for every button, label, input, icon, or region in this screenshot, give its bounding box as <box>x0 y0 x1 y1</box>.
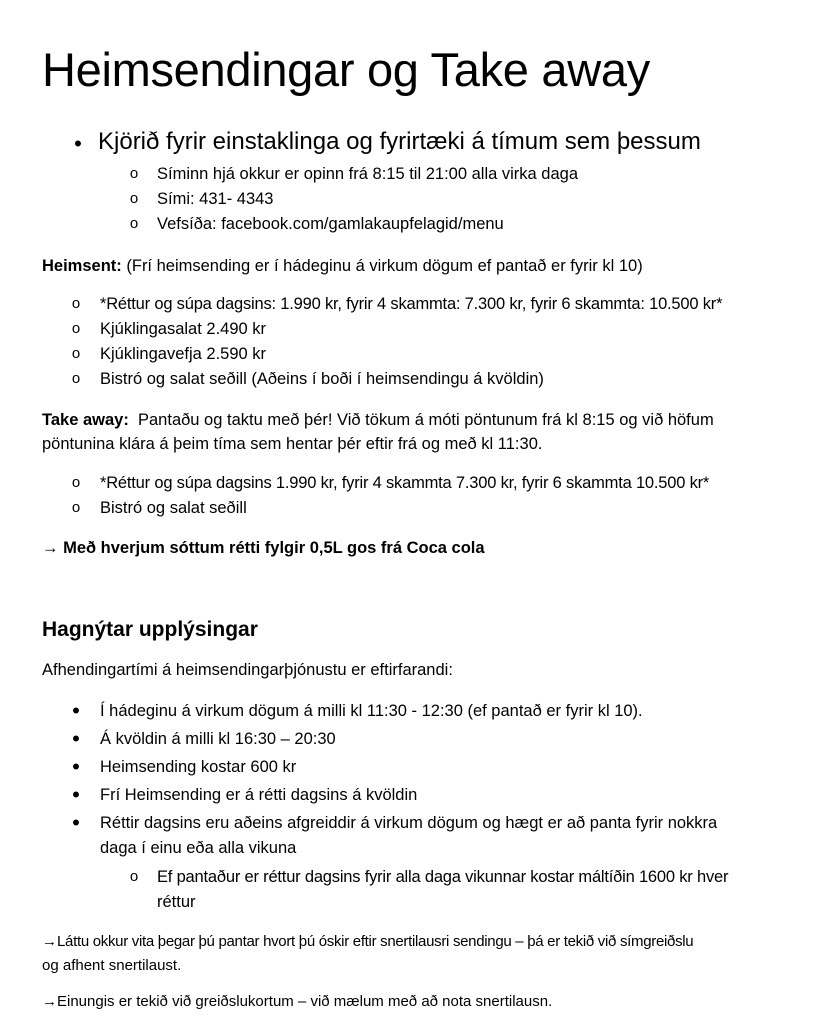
info-sub-1: Ef pantaður er réttur dagsins fyrir alla daga vikunnar kostar máltíðin 1600 kr hver <box>157 868 729 886</box>
takeaway-text-2: pöntunina klára á þeim tíma sem hentar þér eftir frá og með kl 11:30. <box>42 435 543 453</box>
contactless-text-2: og afhent snertilaust. <box>42 957 182 974</box>
bullet: o <box>71 295 81 312</box>
coca-cola-note <box>42 538 485 558</box>
bullet: o <box>71 345 81 362</box>
bullet: • <box>72 726 80 751</box>
heimsent-item-1: *Réttur og súpa dagsins: 1.990 kr, fyrir 4 skammta: 7.300 kr, fyrir 6 skammta: 10.500 kr* <box>100 295 723 313</box>
bullet: • <box>72 754 80 779</box>
takeaway-item-2: Bistró og salat seðill <box>100 499 247 517</box>
card-payment-note <box>42 992 552 1012</box>
arrow-icon: → <box>42 539 59 557</box>
info-item-3: Heimsending kostar 600 kr <box>100 758 297 776</box>
contactless-note <box>42 932 693 952</box>
intro-sub-1: Síminn hjá okkur er opinn frá 8:15 til 21:00 alla virka daga <box>157 165 578 183</box>
page-title: Heimsendingar og Take away <box>42 43 650 96</box>
info-sub-1-cont: réttur <box>157 893 196 911</box>
section-heading: Hagnýtar upplýsingar <box>42 618 258 641</box>
contactless-text-1: Láttu okkur vita þegar þú pantar hvort þú óskir eftir snertilausri sendingu – þá er tekið við símgreiðslu <box>57 933 694 950</box>
heimsent-item-4: Bistró og salat seðill (Aðeins í boði í heimsendingu á kvöldin) <box>100 370 544 388</box>
takeaway-label: Take away: <box>42 411 129 429</box>
bullet: o <box>71 370 81 387</box>
info-item-2: Á kvöldin á milli kl 16:30 – 20:30 <box>100 730 336 748</box>
info-item-4: Frí Heimsending er á rétti dagsins á kvöldin <box>100 786 418 804</box>
takeaway-text <box>42 410 714 430</box>
heimsent-item-3: Kjúklingavefja 2.590 kr <box>100 345 267 363</box>
card-payment-text: Einungis er tekið við greiðslukortum – við mælum með að nota snertilausn. <box>57 993 553 1010</box>
bullet: o <box>71 320 81 337</box>
bullet: • <box>72 698 80 723</box>
bullet: o <box>71 474 81 491</box>
heimsent-header <box>42 256 643 276</box>
bullet: • <box>72 810 80 835</box>
coca-cola-text: Með hverjum sóttum rétti fylgir 0,5L gos frá Coca cola <box>58 539 485 557</box>
arrow-icon: → <box>42 933 57 950</box>
heimsent-item-2: Kjúklingasalat 2.490 kr <box>100 320 267 338</box>
bullet: • <box>74 131 82 156</box>
intro-sub-2: Sími: 431- 4343 <box>157 190 274 208</box>
bullet: o <box>129 165 139 182</box>
takeaway-item-1: *Réttur og súpa dagsins 1.990 kr, fyrir 4 skammta 7.300 kr, fyrir 6 skammta 10.500 kr* <box>100 474 710 492</box>
delivery-lead: Afhendingartími á heimsendingarþjónustu er eftirfarandi: <box>42 661 453 679</box>
bullet: o <box>71 499 81 516</box>
bullet: • <box>72 782 80 807</box>
heimsent-note: (Frí heimsending er í hádeginu á virkum dögum ef pantað er fyrir kl 10) <box>121 257 643 275</box>
info-item-5-cont: daga í einu eða alla vikuna <box>100 839 297 857</box>
intro-main: Kjörið fyrir einstaklinga og fyrirtæki á tímum sem þessum <box>98 128 701 155</box>
intro-sub-3: Vefsíða: facebook.com/gamlakaupfelagid/menu <box>157 215 504 233</box>
arrow-icon: → <box>42 993 57 1010</box>
bullet: o <box>129 190 139 207</box>
bullet: o <box>129 868 139 885</box>
info-item-5: Réttir dagsins eru aðeins afgreiddir á virkum dögum og hægt er að panta fyrir nokkra <box>100 814 718 832</box>
info-item-1: Í hádeginu á virkum dögum á milli kl 11:30 - 12:30 (ef pantað er fyrir kl 10). <box>100 702 643 720</box>
heimsent-label: Heimsent: <box>42 257 122 275</box>
takeaway-text-1: Pantaðu og taktu með þér! Við tökum á móti pöntunum frá kl 8:15 og við höfum <box>128 411 714 429</box>
bullet: o <box>129 215 139 232</box>
